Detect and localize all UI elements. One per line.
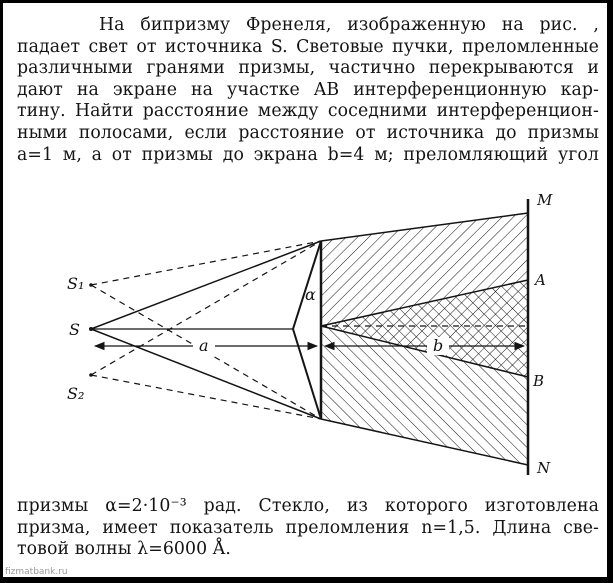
page xyxy=(3,3,607,577)
label-B: B xyxy=(533,372,545,390)
text-line: призмы α=2·10⁻³ рад. Стекло, из которого изготовлена xyxy=(17,496,599,516)
text-line: тину. Найти расстояние между соседними интерференцион- xyxy=(17,101,599,122)
text-line: падает свет от источника S. Световые пучки, преломленные xyxy=(17,36,599,57)
label-S2: S₂ xyxy=(67,384,85,403)
text-line: На бипризму Френеля, изображенную на рис. , xyxy=(99,15,599,35)
watermark: fizmatbank.ru xyxy=(5,567,68,577)
label-b: b xyxy=(433,336,444,355)
text-line: ными полосами, если расстояние от источника до призмы xyxy=(17,122,599,143)
label-N: N xyxy=(537,459,551,477)
text-line: товой волны λ=6000 Å. xyxy=(17,539,231,560)
problem-text-bottom xyxy=(17,496,599,561)
label-M: M xyxy=(537,191,553,209)
text-line: призма, имеет показатель преломления n=1,5. Длина све- xyxy=(17,517,599,538)
label-a: a xyxy=(199,336,209,355)
label-A: A xyxy=(535,271,546,289)
label-alpha: α xyxy=(305,285,316,304)
label-S: S xyxy=(69,320,80,339)
text-line: различными гранями призмы, частично перекрываются и xyxy=(17,58,599,79)
fresnel-biprism-diagram xyxy=(3,189,607,489)
text-line: a=1 м, а от призмы до экрана b=4 м; преломляющий угол xyxy=(17,144,599,165)
text-line: дают на экране на участке AB интерференционную кар- xyxy=(17,79,599,100)
label-S1: S₁ xyxy=(67,274,85,293)
biprism xyxy=(293,241,321,419)
problem-text-top xyxy=(17,15,599,166)
